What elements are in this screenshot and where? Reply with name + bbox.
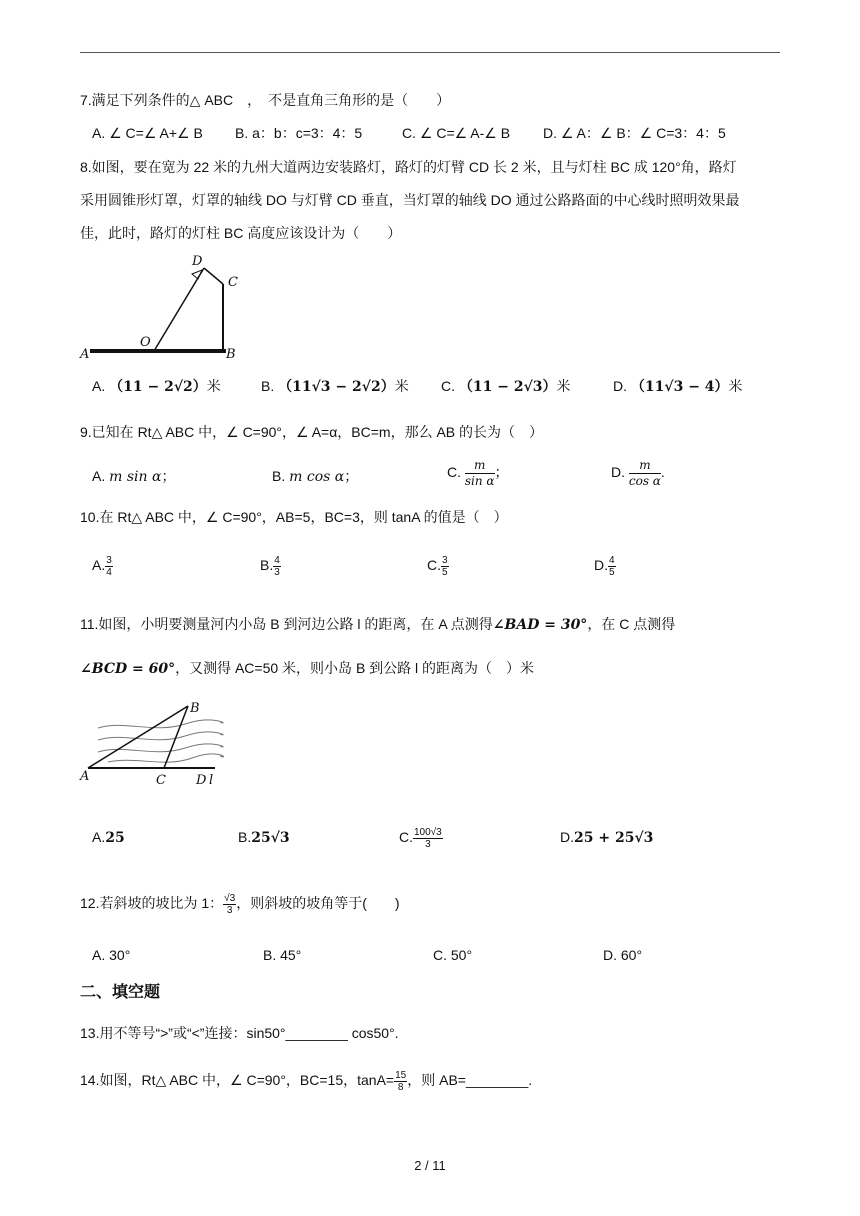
q12-option-c: C. 50° bbox=[433, 947, 473, 963]
q9-option-c: C. $\frac{m}{\text{sin α}}$ ； bbox=[447, 458, 509, 488]
q7-option-b: B. a：b：c=3：4：5 bbox=[235, 125, 363, 141]
label-b: B bbox=[190, 701, 200, 716]
label-o: O bbox=[140, 335, 151, 350]
q8-stem-line2: 采用圆锥形灯罩，灯罩的轴线 DO 与灯臂 CD 垂直，当灯罩的轴线 DO 通过公路路面的中心线时照明效果最 bbox=[80, 192, 740, 208]
label-d: D bbox=[196, 773, 207, 788]
q9-option-d: D. $\frac{m}{\text{cos α}}$ . bbox=[611, 458, 665, 488]
axis-do bbox=[154, 268, 204, 351]
label-a: A bbox=[80, 769, 90, 784]
q11-option-c: C. $\frac{100√3}{3}$ bbox=[399, 827, 442, 850]
q12-option-d: D. 60° bbox=[603, 947, 643, 963]
q8-stem-line1: 8.如图，要在宽为 22 米的九州大道两边安装路灯，路灯的灯臂 CD 长 2 米，且与灯柱 BC 成 120°角，路灯 bbox=[80, 159, 737, 175]
q10-option-b: B. $\frac{4}{3}$ bbox=[260, 555, 280, 578]
q8-option-a: A. （11 − 2√2）米 bbox=[92, 378, 221, 395]
label-d: D bbox=[192, 254, 203, 269]
q11-option-b: B.25√3 bbox=[238, 829, 290, 846]
q10-option-c: C. $\frac{3}{5}$ bbox=[427, 555, 448, 578]
q7-option-a: A. ∠ C=∠ A+∠ B bbox=[92, 125, 203, 141]
q11-option-a: A.25 bbox=[92, 829, 125, 846]
header-rule bbox=[80, 52, 780, 53]
q8-figure bbox=[80, 248, 250, 363]
q8-option-d: D. （11√3 − 4）米 bbox=[613, 378, 743, 395]
q12-option-b: B. 45° bbox=[263, 947, 302, 963]
label-l: l bbox=[209, 773, 214, 788]
river-wave-4 bbox=[108, 754, 224, 762]
label-a: A bbox=[80, 347, 90, 362]
section-title: 二、填空题 bbox=[80, 984, 161, 1001]
q10-stem: 10.在 Rt△ ABC 中，∠ C=90°，AB=5，BC=3，则 tanA 的值是（ ） bbox=[80, 509, 508, 525]
river-wave-2 bbox=[98, 732, 223, 740]
q12-option-a: A. 30° bbox=[92, 947, 131, 963]
q12-stem: 12.若斜坡的坡比为 1： $\frac{√3}{3}$ ，则斜坡的坡角等于( ) bbox=[80, 893, 400, 916]
line-ab bbox=[88, 706, 188, 768]
arm-cd bbox=[204, 268, 223, 284]
q7-option-c: C. ∠ C=∠ A-∠ B bbox=[402, 125, 511, 141]
q14-stem: 14.如图，Rt△ ABC 中，∠ C=90°，BC=15，tanA= $\frac{15}{8}$ ，则 AB=________. bbox=[80, 1070, 533, 1093]
q7-stem: 7.满足下列条件的△ ABC ， 不是直角三角形的是（ ） bbox=[80, 92, 451, 108]
label-c: C bbox=[156, 773, 166, 788]
label-b: B bbox=[226, 347, 236, 362]
q10-option-a: A. $\frac{3}{4}$ bbox=[92, 555, 112, 578]
q8-option-b: B. （11√3 − 2√2）米 bbox=[261, 378, 409, 395]
q7-option-d: D. ∠ A：∠ B：∠ C=3：4：5 bbox=[543, 125, 726, 141]
label-c: C bbox=[228, 275, 238, 290]
q11-option-d: D.25 + 25√3 bbox=[560, 829, 654, 846]
river-wave-1 bbox=[98, 720, 223, 728]
line-cb bbox=[164, 706, 188, 768]
q8-option-c: C. （11 − 2√3）米 bbox=[441, 378, 571, 395]
q9-option-a: A. m sin α； bbox=[92, 468, 176, 485]
q13-stem: 13.用不等号“>”或“<”连接：sin50°________ cos50°. bbox=[80, 1025, 399, 1041]
q11-stem-line2: ∠BCD = 60°，又测得 AC=50 米，则小岛 B 到公路 l 的距离为（ ）米 bbox=[80, 660, 535, 677]
q9-option-b: B. m cos α； bbox=[272, 468, 359, 485]
q8-stem-line3: 佳，此时，路灯的灯柱 BC 高度应该设计为（ ） bbox=[80, 225, 402, 241]
lamp-shade bbox=[192, 270, 202, 279]
q11-stem-line1: 11.如图，小明要测量河内小岛 B 到河边公路 l 的距离，在 A 点测得∠BAD = 30°，在 C 点测得 bbox=[80, 616, 676, 633]
q9-stem: 9.已知在 Rt△ ABC 中，∠ C=90°，∠ A=α，BC=m，那么 AB 的长为（ ） bbox=[80, 424, 544, 440]
page-number: 2 / 11 bbox=[414, 1158, 446, 1173]
q11-figure bbox=[80, 700, 225, 790]
q10-option-d: D. $\frac{4}{5}$ bbox=[594, 555, 615, 578]
